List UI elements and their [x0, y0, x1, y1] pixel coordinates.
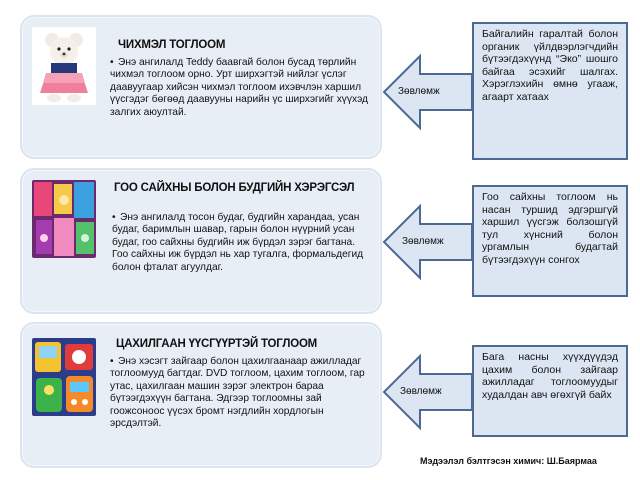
- panel-text: [110, 356, 374, 430]
- advice-box: Бага насны хүүхдүүдэд цахим болон зайгаар ажилладаг тоглоомуудыг худалдан авч өгөхгүй байх: [472, 345, 628, 437]
- bullet-icon: •: [110, 356, 114, 367]
- panel-title: ГОО САЙХНЫ БОЛОН БУДГИЙН ХЭРЭГСЭЛ: [114, 182, 355, 194]
- teddy-bear-image: [32, 27, 96, 105]
- bullet-icon: •: [112, 212, 116, 223]
- panel-electronic-toys: [20, 322, 382, 468]
- panel-text-body: Энэ ангилалд тосон будаг, будгийн харандаа, усан будаг, баримлын шавар, гарын болон нүүрний усан будаг, гоо сайхны будгийн иж бүрдэл зэрэг багтана. Гоо сайхны иж бүрдэл нь хар тугалга, формальдегид болон фталат агуулдаг.: [112, 212, 364, 273]
- panel-text-body: Энэ хэсэгт зайгаар болон цахилгаанаар ажилладаг тоглоомууд багтдаг. DVD тоглоом, цахим тоглоом, гар утас, цахилгаан машин зэрэг электрон бараа бүтээгдэхүүн багтана. Эдгээр тоглоомны зай гоожсоноос үүсэх бромт нэгдлийн хордлогын эрсдэлтэй.: [110, 356, 365, 430]
- panel-stuffed-toys: [20, 15, 382, 159]
- panel-text-body: Энэ ангилалд Teddy баавгай болон бусад төрлийн чихмэл тоглоом орно. Урт ширхэгтэй нийлэг үслэг даавуугаар хийсэн чихмэл тоглоом ихэвчлэн харшил үүсгэдэг бөгөөд даавууны нарийн үс ширхэгийг хүүхэд залгих аюултай.: [110, 57, 368, 118]
- author-credit: Мэдээлэл бэлтгэсэн химич: Ш.Баярмаа: [420, 456, 597, 466]
- panel-text: [110, 57, 372, 119]
- advice-box: Гоо сайхны тоглоом нь насан туршид эдгэршгүй харшил үүсгэж болзошгүй тул хүнсний болон ургамлын будагтай бүтээгдэхүүн сонгох: [472, 185, 628, 297]
- bullet-icon: •: [110, 57, 114, 68]
- arrow-label: Зөвлөмж: [400, 386, 442, 397]
- panel-text: [112, 212, 374, 274]
- panel-title: ЧИХМЭЛ ТОГЛООМ: [118, 39, 226, 51]
- advice-box: Байгалийн гаралтай болон органик үйлдвэрлэгчдийн бүтээгдэхүүнд “Эко” шошго байгаа эсэхийг шалгах. Хэрэглэхийн өмнө угааж, агаарт хатаах: [472, 22, 628, 160]
- arrow-label: Зөвлөмж: [398, 86, 440, 97]
- panel-cosmetics: [20, 168, 382, 314]
- arrow-label: Зөвлөмж: [402, 236, 444, 247]
- panel-title: ЦАХИЛГААН ҮҮСГҮҮРТЭЙ ТОГЛООМ: [116, 338, 318, 350]
- cosmetics-toys-image: [32, 180, 96, 258]
- electronic-toys-image: [32, 338, 96, 416]
